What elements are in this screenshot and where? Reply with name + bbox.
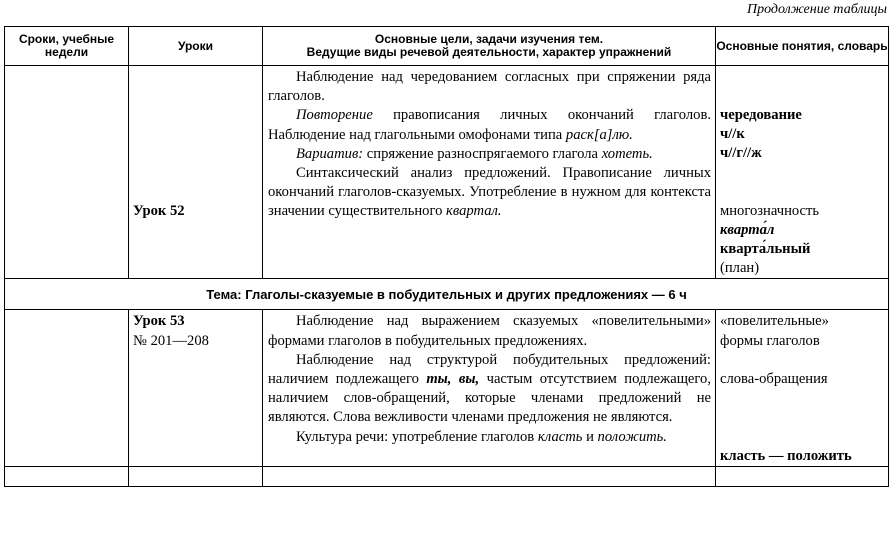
empty-cell (5, 467, 129, 487)
vocab-term: многозначность (720, 202, 820, 219)
goal-paragraph: Культура речи: употребление глаголов класть и положить. (296, 428, 667, 445)
lesson-title: Урок 53 (133, 313, 185, 330)
goal-paragraph: Наблюдение над структурой побудительных предложений: наличием подлежащего ты, вы, частым отсутствием подлежащего, наличием слов-обращений, которые членами предложений не являются. Слова вежливости членами предложения не являются. (268, 351, 711, 426)
header-row (5, 27, 889, 66)
vocab-term: кварта́льный (720, 241, 811, 258)
curriculum-table (4, 26, 889, 487)
goal-paragraph: Синтаксический анализ предложений. Правописание личных окончаний глаголов-сказуемых. Употребление в нужном для контекста значении существительного квартал. (268, 165, 711, 220)
continuation-label: Продолжение таблицы (746, 2, 887, 17)
header-lessons: Уроки (129, 27, 263, 66)
vocab-term: «повелительные» (720, 313, 829, 330)
empty-cell (716, 467, 889, 487)
vocab-term: ч//г//ж (720, 145, 762, 162)
empty-cell (263, 467, 716, 487)
table-row (5, 467, 889, 487)
topic-row (5, 279, 889, 310)
header-vocabulary: Основные понятия, словарь (716, 27, 889, 66)
weeks-cell (5, 66, 129, 279)
header-goals-line1: Основные цели, задачи изучения тем. (374, 32, 604, 46)
lesson-title: Урок 52 (133, 203, 185, 219)
vocabulary-cell (716, 66, 889, 279)
goal-paragraph: Наблюдение над выражением сказуемых «повелительными» формами глаголов в побудительных предложениях. (268, 313, 711, 349)
vocab-term: формы глаголов (720, 332, 820, 349)
empty-cell (129, 467, 263, 487)
exercise-numbers: № 201—208 (133, 332, 209, 349)
goals-cell (263, 66, 716, 279)
header-weeks: Сроки, учебные недели (5, 27, 129, 66)
topic-heading: Тема: Глаголы-сказуемые в побудительных и других предложениях — 6 ч (5, 279, 889, 310)
goal-paragraph: Повторение правописания личных окончаний глаголов. Наблюдение над глагольными омофонами типа раск[а]лю. (268, 107, 711, 143)
goal-paragraph: Вариатив: спряжение разноспрягаемого глагола хотеть. (296, 145, 653, 162)
vocab-term: чередование (720, 107, 802, 123)
table-row (5, 66, 889, 279)
header-goals-line2: Ведущие виды речевой деятельности, характер упражнений (306, 45, 672, 59)
table-row (5, 310, 889, 467)
goal-paragraph: Наблюдение над чередованием согласных при спряжении ряда глаголов. (268, 69, 711, 105)
vocabulary-cell (716, 310, 889, 467)
lesson-cell (129, 310, 263, 467)
goals-cell (263, 310, 716, 467)
vocab-term: кварта́л (720, 221, 775, 238)
vocab-term: (план) (720, 260, 760, 277)
header-goals (263, 27, 716, 66)
weeks-cell (5, 310, 129, 467)
lesson-cell (129, 66, 263, 279)
vocab-term: слова-обращения (720, 370, 828, 387)
vocab-term: ч//к (720, 126, 745, 143)
vocab-term: класть — положить (720, 448, 852, 465)
